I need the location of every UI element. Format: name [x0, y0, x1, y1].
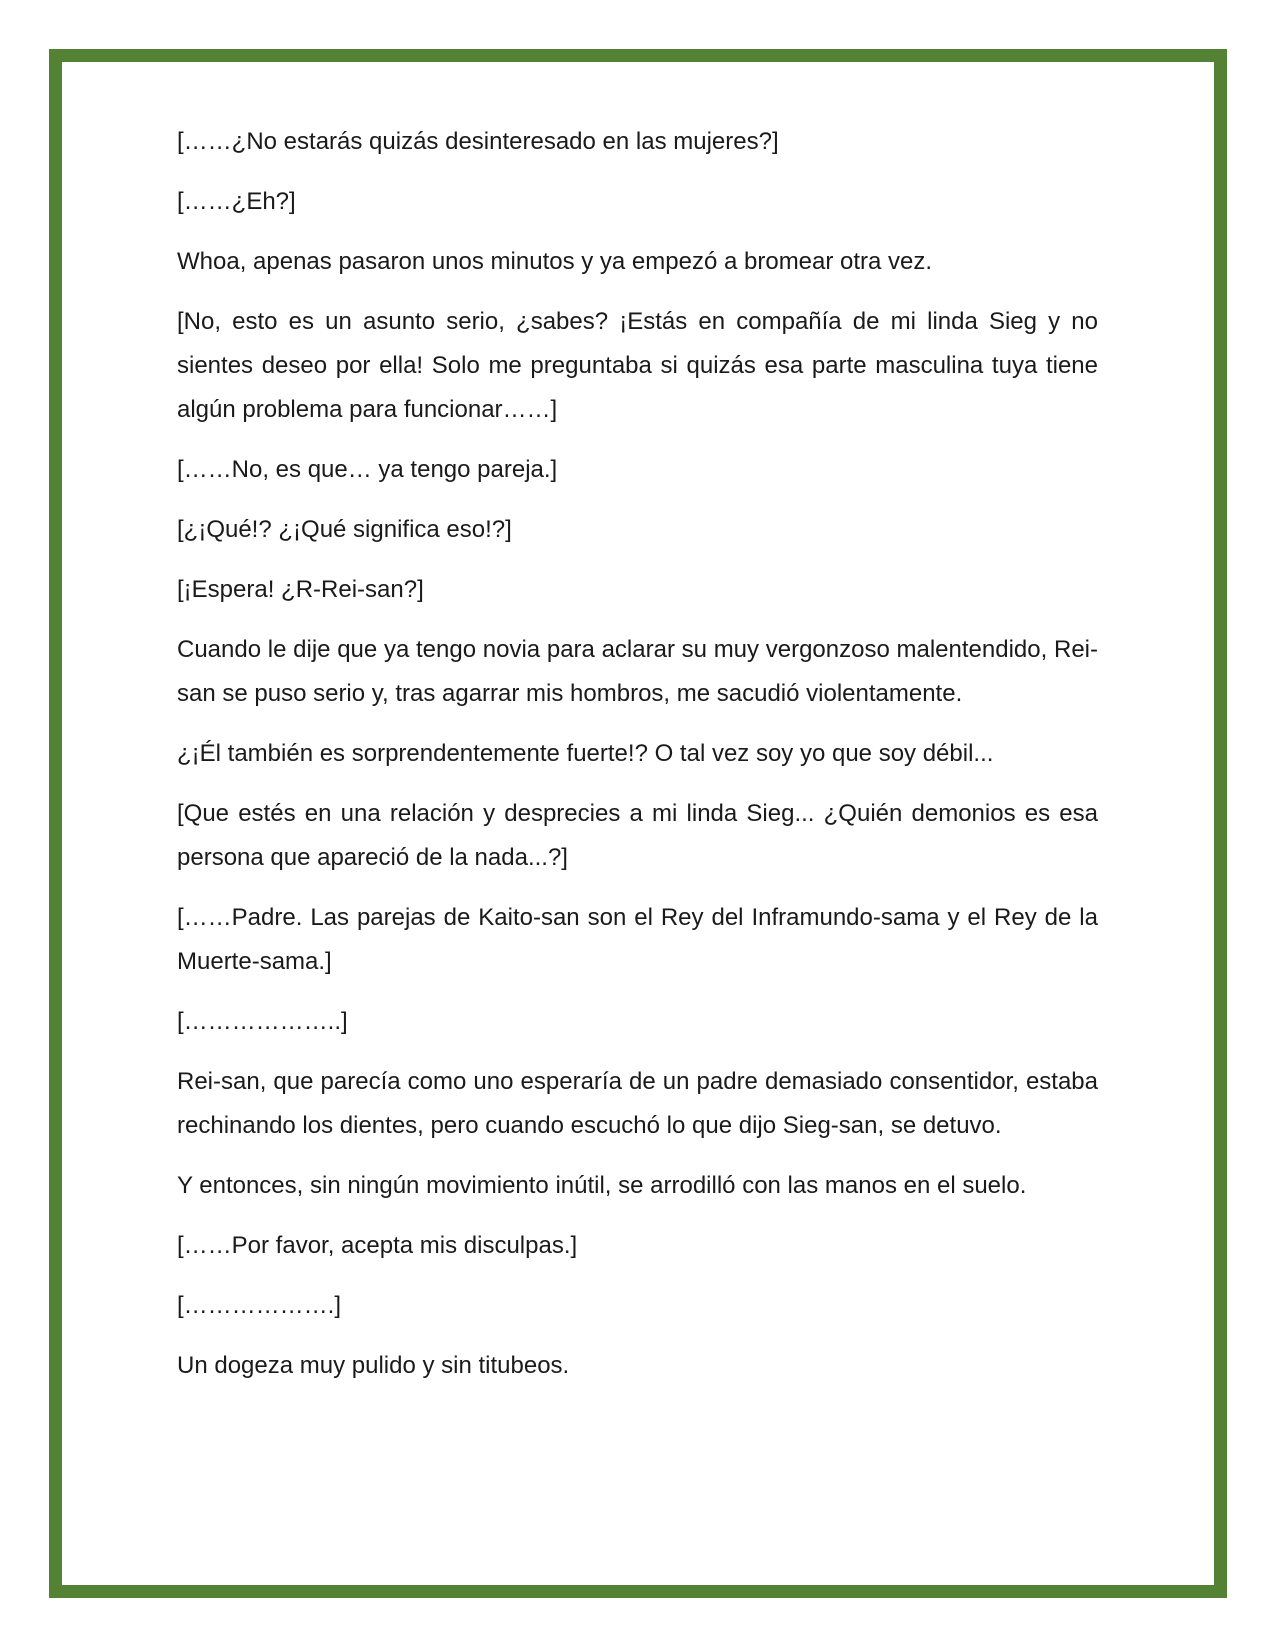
paragraph: Whoa, apenas pasaron unos minutos y ya empezó a bromear otra vez. — [177, 248, 933, 275]
paragraph: Cuando le dije que ya tengo novia para aclarar su muy vergonzoso malentendido, Rei-san se puso serio y, tras agarrar mis hombros, me sacudió violentamente. — [177, 636, 1098, 707]
paragraph: [¿¡Qué!? ¿¡Qué significa eso!?] — [177, 516, 512, 543]
paragraph: ¿¡Él también es sorprendentemente fuerte!? O tal vez soy yo que soy débil... — [177, 740, 994, 767]
document-body — [177, 120, 1098, 1404]
paragraph: [No, esto es un asunto serio, ¿sabes? ¡Estás en compañía de mi linda Sieg y no sientes deseo por ella! Solo me preguntaba si quizás esa parte masculina tuya tiene algún problema para funcionar……] — [177, 308, 1098, 423]
paragraph: [……………….] — [177, 1292, 342, 1319]
paragraph: [……Padre. Las parejas de Kaito-san son el Rey del Inframundo-sama y el Rey de la Muerte-sama.] — [177, 904, 1098, 975]
paragraph: [……Por favor, acepta mis disculpas.] — [177, 1232, 578, 1259]
paragraph: Y entonces, sin ningún movimiento inútil, se arrodilló con las manos en el suelo. — [177, 1172, 1027, 1199]
paragraph: Un dogeza muy pulido y sin titubeos. — [177, 1352, 570, 1379]
paragraph: [¡Espera! ¿R-Rei-san?] — [177, 576, 424, 603]
paragraph: [……No, es que… ya tengo pareja.] — [177, 456, 558, 483]
paragraph: [………………..] — [177, 1008, 348, 1035]
paragraph: [Que estés en una relación y desprecies a mi linda Sieg... ¿Quién demonios es esa persona que apareció de la nada...?] — [177, 800, 1098, 871]
paragraph: [……¿No estarás quizás desinteresado en las mujeres?] — [177, 128, 779, 155]
paragraph: Rei-san, que parecía como uno esperaría de un padre demasiado consentidor, estaba rechinando los dientes, pero cuando escuchó lo que dijo Sieg-san, se detuvo. — [177, 1068, 1098, 1139]
paragraph: [……¿Eh?] — [177, 188, 296, 215]
